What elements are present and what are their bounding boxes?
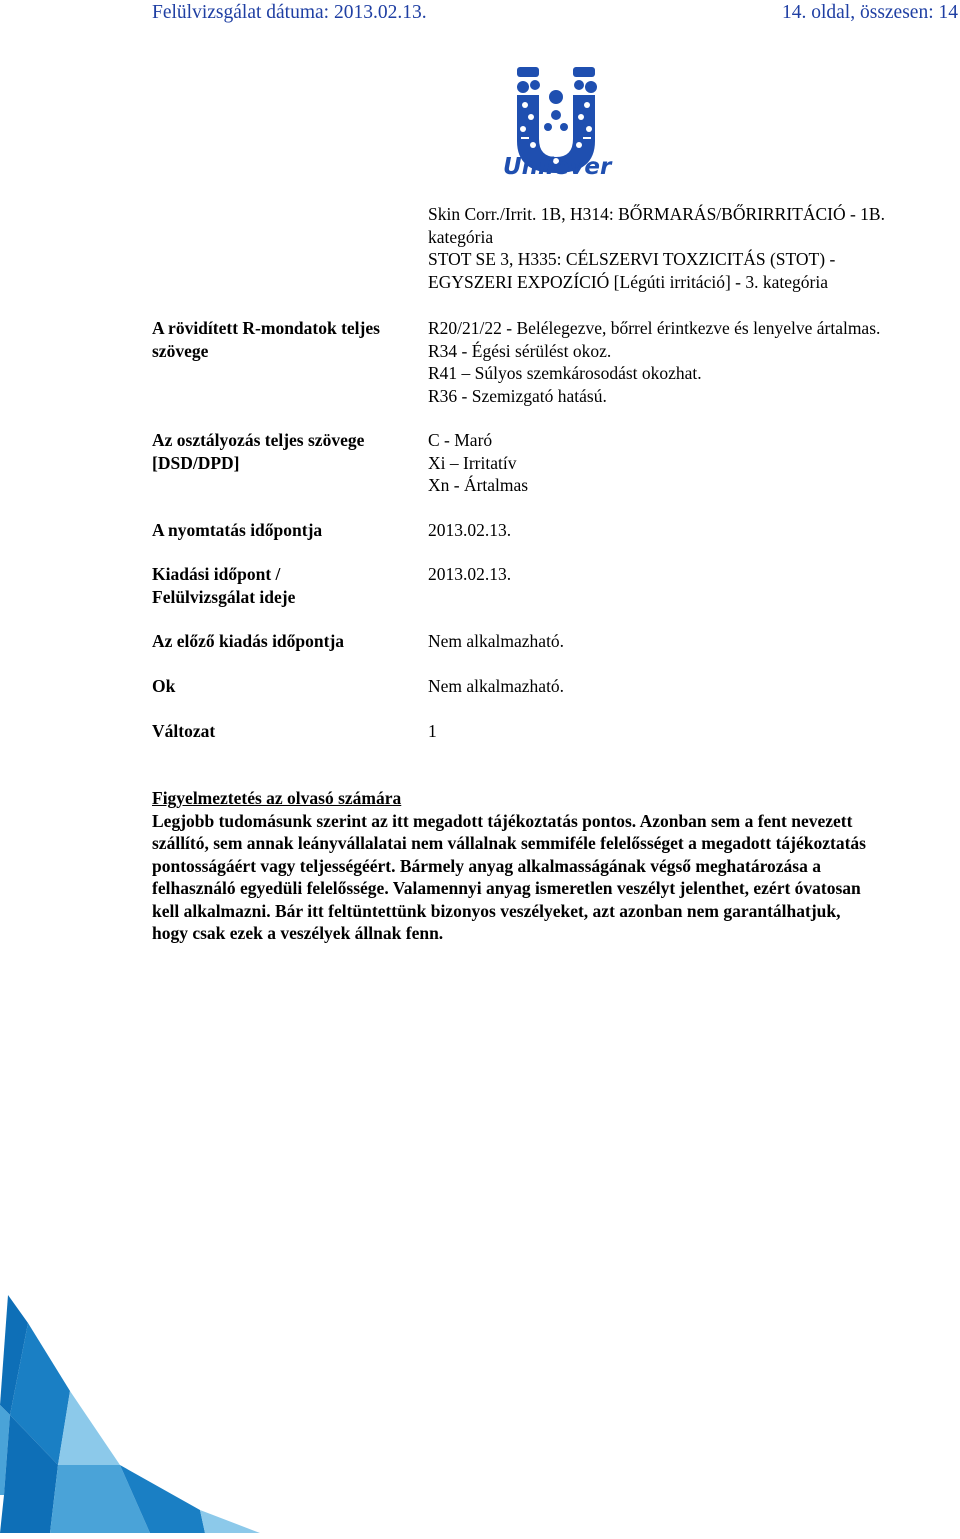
previous-issue-value: Nem alkalmazható.: [428, 631, 565, 651]
dsd-line: C - Maró: [428, 430, 493, 450]
version-value: 1: [428, 721, 437, 741]
classification-line: STOT SE 3, H335: CÉLSZERVI TOXZICITÁS (STOT) -: [428, 249, 836, 269]
dsd-line: Xi – Irritatív: [428, 452, 517, 473]
warning-line: hogy csak ezek a veszélyek állnak fenn.: [152, 923, 444, 943]
version-label: Változat: [152, 721, 216, 741]
dsd-text: [428, 429, 528, 497]
classification-text: [428, 203, 885, 293]
issue-date-value: 2013.02.13.: [428, 564, 512, 584]
reader-warning: [152, 787, 952, 945]
dsd-label: [152, 429, 364, 474]
r-phrase-line: R41 – Súlyos szemkárosodást okozhat.: [428, 363, 702, 383]
dsd-label-line: Az osztályozás teljes szövege: [152, 430, 365, 450]
r-phrases-text: [428, 317, 880, 407]
classification-line: EGYSZERI EXPOZÍCIÓ [Légúti irritáció] - 3. kategória: [428, 271, 828, 292]
r-phrase-line: R36 - Szemizgató hatású.: [428, 385, 607, 406]
dsd-line: Xn - Ártalmas: [428, 475, 529, 495]
classification-line: Skin Corr./Irrit. 1B, H314: BŐRMARÁS/BŐRIRRITÁCIÓ - 1B.: [428, 204, 885, 224]
previous-issue-label: Az előző kiadás időpontja: [152, 631, 345, 651]
warning-title: Figyelmeztetés az olvasó számára: [152, 788, 402, 808]
reason-label: Ok: [152, 676, 176, 696]
print-date-label: A nyomtatás időpontja: [152, 520, 323, 540]
warning-line: kell alkalmazni. Bár itt feltüntettünk bizonyos veszélyeket, azt azonban nem garantálhatjuk,: [152, 900, 841, 921]
issue-date-label-line: Kiadási időpont /: [152, 564, 281, 584]
warning-line: pontosságáért vagy teljességéért. Bármely anyag alkalmasságának végső meghatározása a: [152, 855, 821, 876]
classification-line: kategória: [428, 226, 494, 247]
unilever-wordmark: Unilever: [503, 154, 612, 180]
r-phrases-label: [152, 317, 380, 362]
issue-date-label: [152, 563, 295, 608]
r-phrases-label-line: szövege: [152, 340, 209, 361]
print-date-value: 2013.02.13.: [428, 520, 512, 540]
r-phrase-line: R34 - Égési sérülést okoz.: [428, 340, 612, 361]
warning-line: felhasználó egyedüli felelőssége. Valamennyi anyag ismeretlen veszélyt jelenthet, ezért óvatosan: [152, 878, 861, 898]
warning-line: szállító, sem annak leányvállalatai nem vállalnak semmiféle felelősséget a megadott tájékoztatás: [152, 833, 866, 853]
issue-date-label-line: Felülvizsgálat ideje: [152, 586, 296, 607]
header-page-number: 14. oldal, összesen: 14: [781, 2, 958, 23]
warning-line: Legjobb tudomásunk szerint az itt megadott tájékoztatás pontos. Azonban sem a fent nevezett: [152, 810, 853, 831]
blue-polygons-graphic: [0, 1295, 300, 1533]
dsd-label-line: [DSD/DPD]: [152, 452, 240, 473]
header-revision-date: Felülvizsgálat dátuma: 2013.02.13.: [152, 2, 427, 23]
corner-decoration: [0, 1295, 300, 1539]
unilever-logo: [503, 65, 612, 189]
r-phrase-line: R20/21/22 - Belélegezve, bőrrel érintkezve és lenyelve ártalmas.: [428, 318, 881, 338]
r-phrases-label-line: A rövidített R-mondatok teljes: [152, 318, 380, 338]
reason-value: Nem alkalmazható.: [428, 676, 565, 696]
